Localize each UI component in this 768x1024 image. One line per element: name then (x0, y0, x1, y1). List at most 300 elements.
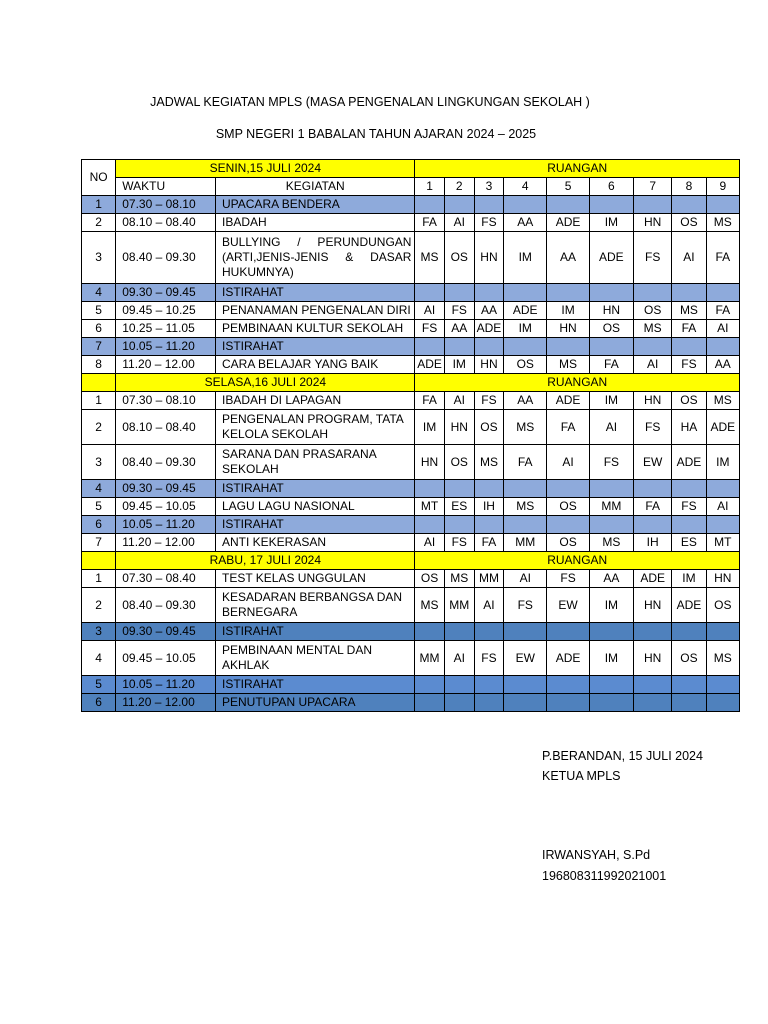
room-cell: MT (706, 534, 739, 552)
room-cell: AA (589, 570, 633, 588)
room-cell: OS (672, 214, 706, 232)
room-header: 3 (474, 178, 503, 196)
room-cell: FA (474, 534, 503, 552)
row-no: 6 (82, 694, 116, 712)
room-cell: MM (444, 588, 474, 623)
row-waktu: 09.45 – 10.05 (116, 498, 216, 516)
room-cell: ADE (415, 356, 444, 374)
room-cell: OS (706, 588, 739, 623)
room-cell: FA (634, 498, 672, 516)
room-cell (706, 516, 739, 534)
room-cell: FA (589, 356, 633, 374)
row-kegiatan: IBADAH (215, 214, 414, 232)
row-no: 2 (82, 410, 116, 445)
room-cell (547, 676, 589, 694)
schedule-row (82, 694, 740, 712)
signature-place-date: P.BERANDAN, 15 JULI 2024 (542, 749, 703, 763)
row-waktu: 07.30 – 08.10 (116, 392, 216, 410)
room-cell: MS (474, 445, 503, 480)
room-cell: FS (474, 641, 503, 676)
row-kegiatan: TEST KELAS UNGGULAN (215, 570, 414, 588)
row-waktu: 09.45 – 10.25 (116, 302, 216, 320)
room-cell: ES (444, 498, 474, 516)
room-cell (589, 284, 633, 302)
room-cell (672, 694, 706, 712)
room-cell (474, 480, 503, 498)
room-cell: OS (589, 320, 633, 338)
room-cell (444, 623, 474, 641)
row-waktu: 07.30 – 08.40 (116, 570, 216, 588)
room-cell: MM (474, 570, 503, 588)
row-kegiatan: PENANAMAN PENGENALAN DIRI (215, 302, 414, 320)
row-waktu: 09.30 – 09.45 (116, 284, 216, 302)
room-cell: HA (672, 410, 706, 445)
schedule-row (82, 392, 740, 410)
room-cell (634, 516, 672, 534)
row-kegiatan: PEMBINAAN MENTAL DAN AKHLAK (215, 641, 414, 676)
row-kegiatan: CARA BELAJAR YANG BAIK (215, 356, 414, 374)
room-cell: FA (415, 214, 444, 232)
room-cell (589, 623, 633, 641)
schedule-row (82, 445, 740, 480)
room-cell: FA (672, 320, 706, 338)
room-cell (504, 516, 547, 534)
row-no: 3 (82, 623, 116, 641)
row-no: 3 (82, 445, 116, 480)
room-cell (634, 480, 672, 498)
room-cell: IM (589, 392, 633, 410)
room-cell: HN (474, 356, 503, 374)
row-waktu: 10.25 – 11.05 (116, 320, 216, 338)
schedule-row (82, 570, 740, 588)
room-cell (634, 676, 672, 694)
room-cell: MS (504, 410, 547, 445)
room-cell: HN (547, 320, 589, 338)
room-cell (444, 480, 474, 498)
room-cell: AI (415, 302, 444, 320)
schedule-row (82, 284, 740, 302)
room-cell: FS (634, 232, 672, 284)
room-cell: MM (415, 641, 444, 676)
row-kegiatan: UPACARA BENDERA (215, 196, 414, 214)
room-cell: EW (504, 641, 547, 676)
room-cell: FA (706, 302, 739, 320)
room-cell: ADE (589, 232, 633, 284)
room-cell: IM (444, 356, 474, 374)
room-cell: FA (415, 392, 444, 410)
schedule-row (82, 641, 740, 676)
room-cell: AI (706, 320, 739, 338)
schedule-row (82, 196, 740, 214)
room-cell (474, 694, 503, 712)
room-header: 4 (504, 178, 547, 196)
room-cell: IH (474, 498, 503, 516)
schedule-row (82, 534, 740, 552)
row-waktu: 10.05 – 11.20 (116, 516, 216, 534)
row-no: 4 (82, 641, 116, 676)
row-kegiatan: BULLYING / PERUNDUNGAN (ARTI,JENIS-JENIS & DASAR HUKUMNYA) (215, 232, 414, 284)
room-cell: HN (415, 445, 444, 480)
day-header-spacer (82, 552, 116, 570)
row-no: 2 (82, 214, 116, 232)
room-cell (706, 338, 739, 356)
row-waktu: 10.05 – 11.20 (116, 338, 216, 356)
room-cell: AI (415, 534, 444, 552)
day-label: RABU, 17 JULI 2024 (116, 552, 415, 570)
room-cell: MS (706, 641, 739, 676)
room-cell (504, 338, 547, 356)
room-cell: AA (474, 302, 503, 320)
schedule-row (82, 480, 740, 498)
room-cell (444, 694, 474, 712)
room-cell (444, 338, 474, 356)
room-cell (706, 284, 739, 302)
schedule-row (82, 676, 740, 694)
row-kegiatan: LAGU LAGU NASIONAL (215, 498, 414, 516)
schedule-row (82, 498, 740, 516)
schedule-row (82, 232, 740, 284)
room-cell (504, 676, 547, 694)
room-cell (634, 196, 672, 214)
row-kegiatan: ISTIRAHAT (215, 623, 414, 641)
column-header-row (82, 178, 740, 196)
room-cell: HN (634, 392, 672, 410)
room-cell: ES (672, 534, 706, 552)
day-header-row (82, 552, 740, 570)
room-cell (672, 480, 706, 498)
room-cell: IM (547, 302, 589, 320)
day-header-row (82, 374, 740, 392)
room-cell (589, 516, 633, 534)
room-cell: FS (474, 392, 503, 410)
room-cell: FS (589, 445, 633, 480)
room-cell: AI (444, 641, 474, 676)
room-header: 6 (589, 178, 633, 196)
room-cell (504, 284, 547, 302)
room-cell (547, 516, 589, 534)
room-cell: FS (672, 498, 706, 516)
room-cell: HN (444, 410, 474, 445)
row-kegiatan: KESADARAN BERBANGSA DAN BERNEGARA (215, 588, 414, 623)
room-cell (547, 480, 589, 498)
row-waktu: 08.40 – 09.30 (116, 232, 216, 284)
room-cell: AI (547, 445, 589, 480)
room-cell: IM (589, 588, 633, 623)
row-no: 5 (82, 676, 116, 694)
row-kegiatan: ISTIRAHAT (215, 516, 414, 534)
waktu-header: WAKTU (116, 178, 216, 196)
room-cell (672, 284, 706, 302)
row-waktu: 09.30 – 09.45 (116, 480, 216, 498)
row-no: 4 (82, 480, 116, 498)
room-cell: IM (589, 641, 633, 676)
room-cell (415, 516, 444, 534)
room-cell: IM (706, 445, 739, 480)
day-header-spacer (82, 374, 116, 392)
row-no: 3 (82, 232, 116, 284)
schedule-row (82, 623, 740, 641)
day-header-row (82, 160, 740, 178)
room-cell: AA (706, 356, 739, 374)
room-cell: IM (415, 410, 444, 445)
room-cell: MS (672, 302, 706, 320)
room-cell (415, 480, 444, 498)
row-kegiatan: ANTI KEKERASAN (215, 534, 414, 552)
schedule-row (82, 214, 740, 232)
room-cell (672, 623, 706, 641)
room-cell: IM (504, 320, 547, 338)
schedule-row (82, 338, 740, 356)
room-cell: AA (444, 320, 474, 338)
row-no: 7 (82, 534, 116, 552)
row-kegiatan: SARANA DAN PRASARANA SEKOLAH (215, 445, 414, 480)
room-cell: AA (504, 392, 547, 410)
row-kegiatan: PENUTUPAN UPACARA (215, 694, 414, 712)
room-cell (474, 676, 503, 694)
room-cell: MS (415, 588, 444, 623)
room-cell (415, 623, 444, 641)
room-cell: MS (706, 214, 739, 232)
room-cell: ADE (634, 570, 672, 588)
room-cell: FS (634, 410, 672, 445)
room-cell: AA (504, 214, 547, 232)
room-cell (706, 480, 739, 498)
room-cell (474, 284, 503, 302)
room-header: 1 (415, 178, 444, 196)
room-cell: ADE (706, 410, 739, 445)
room-cell (444, 516, 474, 534)
room-cell (672, 338, 706, 356)
room-cell: HN (589, 302, 633, 320)
room-cell (504, 196, 547, 214)
room-cell: HN (634, 641, 672, 676)
room-cell (589, 676, 633, 694)
room-header: 8 (672, 178, 706, 196)
kegiatan-header: KEGIATAN (215, 178, 414, 196)
room-cell: FA (547, 410, 589, 445)
row-waktu: 09.45 – 10.05 (116, 641, 216, 676)
room-cell: AI (504, 570, 547, 588)
row-kegiatan: IBADAH DI LAPAGAN (215, 392, 414, 410)
room-cell: ADE (547, 641, 589, 676)
document-subtitle: SMP NEGERI 1 BABALAN TAHUN AJARAN 2024 – 2025 (215, 127, 537, 141)
row-no: 5 (82, 498, 116, 516)
room-cell: OS (672, 641, 706, 676)
room-cell (589, 196, 633, 214)
row-waktu: 09.30 – 09.45 (116, 623, 216, 641)
room-cell: MS (634, 320, 672, 338)
no-header: NO (82, 160, 116, 196)
room-cell (415, 694, 444, 712)
schedule-row (82, 516, 740, 534)
room-cell: MS (444, 570, 474, 588)
room-cell (706, 694, 739, 712)
room-cell (672, 676, 706, 694)
row-kegiatan: PEMBINAAN KULTUR SEKOLAH (215, 320, 414, 338)
row-waktu: 10.05 – 11.20 (116, 676, 216, 694)
room-cell (415, 338, 444, 356)
row-waktu: 11.20 – 12.00 (116, 534, 216, 552)
schedule-row (82, 320, 740, 338)
ruangan-label: RUANGAN (415, 374, 740, 392)
room-cell: FA (504, 445, 547, 480)
room-cell (415, 284, 444, 302)
room-cell: MM (589, 498, 633, 516)
room-cell: MS (547, 356, 589, 374)
room-cell (474, 516, 503, 534)
room-cell (415, 196, 444, 214)
row-no: 6 (82, 516, 116, 534)
room-cell: MS (706, 392, 739, 410)
room-cell: AI (634, 356, 672, 374)
room-header: 9 (706, 178, 739, 196)
room-cell: OS (504, 356, 547, 374)
ruangan-label: RUANGAN (415, 160, 740, 178)
room-cell (504, 480, 547, 498)
room-cell: MT (415, 498, 444, 516)
room-cell (547, 338, 589, 356)
room-cell: HN (474, 232, 503, 284)
room-cell: AI (444, 392, 474, 410)
row-waktu: 07.30 – 08.10 (116, 196, 216, 214)
room-cell: OS (474, 410, 503, 445)
room-cell (444, 284, 474, 302)
room-cell: FS (444, 534, 474, 552)
room-cell: AI (589, 410, 633, 445)
row-waktu: 11.20 – 12.00 (116, 356, 216, 374)
row-no: 6 (82, 320, 116, 338)
room-cell: ADE (547, 214, 589, 232)
room-cell: ADE (672, 588, 706, 623)
day-label: SENIN,15 JULI 2024 (116, 160, 415, 178)
room-cell: ADE (672, 445, 706, 480)
schedule-table (81, 159, 740, 712)
row-no: 8 (82, 356, 116, 374)
room-cell: FS (444, 302, 474, 320)
room-cell (474, 338, 503, 356)
row-no: 1 (82, 392, 116, 410)
room-cell: OS (634, 302, 672, 320)
room-cell: HN (706, 570, 739, 588)
room-header: 5 (547, 178, 589, 196)
row-kegiatan: ISTIRAHAT (215, 676, 414, 694)
room-cell: IM (589, 214, 633, 232)
room-cell (547, 623, 589, 641)
row-no: 4 (82, 284, 116, 302)
room-cell (634, 284, 672, 302)
room-cell (634, 338, 672, 356)
document-title: JADWAL KEGIATAN MPLS (MASA PENGENALAN LINGKUNGAN SEKOLAH ) (150, 95, 590, 109)
room-cell: HN (634, 214, 672, 232)
room-cell: ADE (504, 302, 547, 320)
room-cell: MS (415, 232, 444, 284)
row-kegiatan: ISTIRAHAT (215, 284, 414, 302)
room-cell: IM (504, 232, 547, 284)
room-cell: HN (634, 588, 672, 623)
room-cell: ADE (547, 392, 589, 410)
room-cell: FS (547, 570, 589, 588)
room-cell: AI (444, 214, 474, 232)
room-cell (706, 196, 739, 214)
row-kegiatan: ISTIRAHAT (215, 338, 414, 356)
row-waktu: 08.10 – 08.40 (116, 410, 216, 445)
schedule-row (82, 588, 740, 623)
room-cell (415, 676, 444, 694)
row-no: 7 (82, 338, 116, 356)
row-kegiatan: ISTIRAHAT (215, 480, 414, 498)
schedule-row (82, 302, 740, 320)
ruangan-label: RUANGAN (415, 552, 740, 570)
room-cell: FS (504, 588, 547, 623)
room-cell (634, 623, 672, 641)
row-waktu: 11.20 – 12.00 (116, 694, 216, 712)
room-header: 7 (634, 178, 672, 196)
room-cell: IH (634, 534, 672, 552)
room-cell: EW (634, 445, 672, 480)
room-cell: ADE (474, 320, 503, 338)
room-cell (474, 196, 503, 214)
room-cell (444, 196, 474, 214)
room-cell (589, 338, 633, 356)
room-cell: OS (444, 445, 474, 480)
room-cell (589, 480, 633, 498)
signature-nip: 196808311992021001 (542, 869, 667, 883)
room-cell: MS (504, 498, 547, 516)
row-waktu: 08.40 – 09.30 (116, 588, 216, 623)
room-cell (444, 676, 474, 694)
room-cell: AI (474, 588, 503, 623)
row-kegiatan: PENGENALAN PROGRAM, TATA KELOLA SEKOLAH (215, 410, 414, 445)
room-cell (634, 694, 672, 712)
room-header: 2 (444, 178, 474, 196)
room-cell: FS (672, 356, 706, 374)
room-cell (706, 623, 739, 641)
schedule-row (82, 410, 740, 445)
day-label: SELASA,16 JULI 2024 (116, 374, 415, 392)
room-cell: OS (547, 498, 589, 516)
room-cell (672, 516, 706, 534)
room-cell (589, 694, 633, 712)
room-cell (504, 623, 547, 641)
room-cell (547, 284, 589, 302)
room-cell: EW (547, 588, 589, 623)
room-cell: OS (672, 392, 706, 410)
row-waktu: 08.40 – 09.30 (116, 445, 216, 480)
room-cell (672, 196, 706, 214)
room-cell: AA (547, 232, 589, 284)
room-cell: FA (706, 232, 739, 284)
row-waktu: 08.10 – 08.40 (116, 214, 216, 232)
row-no: 1 (82, 196, 116, 214)
signature-name: IRWANSYAH, S.Pd (542, 848, 651, 862)
room-cell: AI (706, 498, 739, 516)
room-cell: MS (589, 534, 633, 552)
signature-role: KETUA MPLS (542, 769, 621, 783)
room-cell: OS (415, 570, 444, 588)
room-cell (504, 694, 547, 712)
room-cell: IM (672, 570, 706, 588)
room-cell (547, 196, 589, 214)
room-cell: MM (504, 534, 547, 552)
room-cell: FS (415, 320, 444, 338)
row-no: 5 (82, 302, 116, 320)
row-no: 1 (82, 570, 116, 588)
schedule-row (82, 356, 740, 374)
row-no: 2 (82, 588, 116, 623)
room-cell: AI (672, 232, 706, 284)
room-cell (474, 623, 503, 641)
room-cell: OS (547, 534, 589, 552)
